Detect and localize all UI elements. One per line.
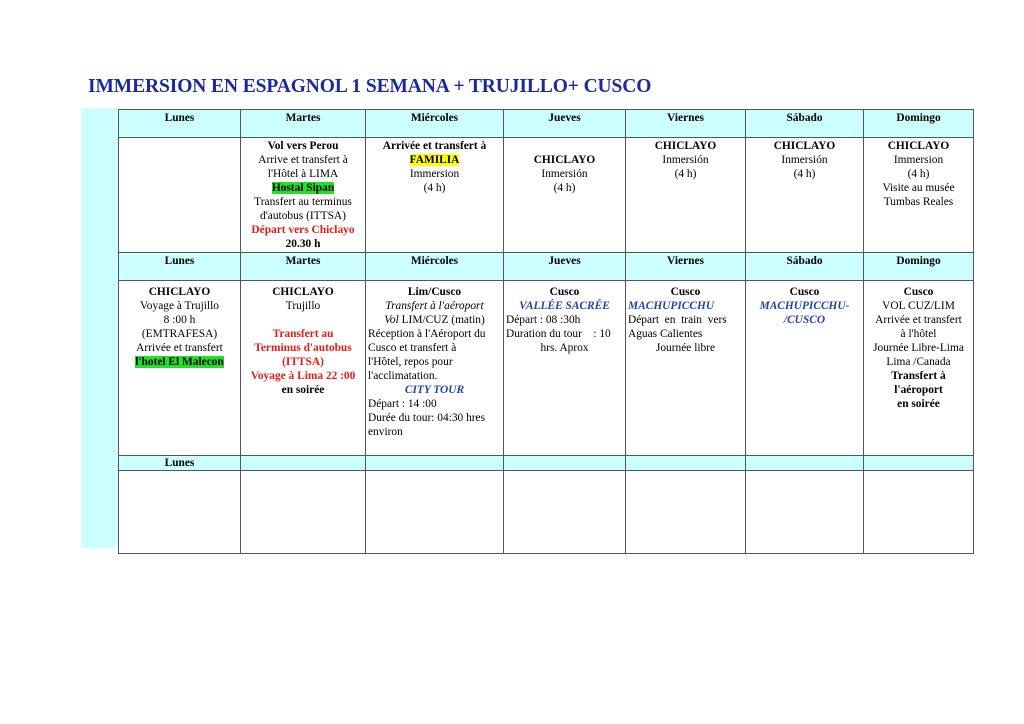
header-empty bbox=[746, 456, 864, 471]
header-sabado: Sábado bbox=[746, 110, 864, 138]
header-viernes: Viernes bbox=[626, 110, 746, 138]
header-empty bbox=[626, 456, 746, 471]
header-empty bbox=[504, 456, 626, 471]
schedule-table bbox=[118, 109, 974, 554]
familia-highlight: FAMILIA bbox=[409, 154, 460, 166]
cell-w1-martes: Vol vers Perou Arrive et transfert à l'Hôtel à LIMA Hostal Sipan Transfert au terminus d'autobus (ITTSA) Départ vers Chiclayo 20.30 h bbox=[241, 138, 366, 253]
header-miercoles: Miércoles bbox=[366, 253, 504, 281]
cell-w1-jueves: CHICLAYO Inmersión (4 h) bbox=[504, 138, 626, 253]
header-viernes: Viernes bbox=[626, 253, 746, 281]
cell-empty bbox=[746, 471, 864, 554]
header-empty bbox=[864, 456, 974, 471]
side-band bbox=[81, 108, 118, 548]
page-title: IMMERSION EN ESPAGNOL 1 SEMANA + TRUJILLO+ CUSCO bbox=[88, 76, 652, 97]
header-empty bbox=[366, 456, 504, 471]
header-miercoles: Miércoles bbox=[366, 110, 504, 138]
header-row-week3 bbox=[119, 456, 974, 471]
cell-w1-lunes bbox=[119, 138, 241, 253]
header-lunes: Lunes bbox=[119, 110, 241, 138]
cell-w2-martes: CHICLAYO Trujillo Transfert au Terminus d'autobus (ITTSA) Voyage à Lima 22 :00 en soirée bbox=[241, 281, 366, 456]
cell-w1-domingo: CHICLAYO Immersion (4 h) Visite au musée Tumbas Reales bbox=[864, 138, 974, 253]
cell-w1-viernes: CHICLAYO Inmersión (4 h) bbox=[626, 138, 746, 253]
cell-w2-sabado: Cusco MACHUPICCHU- /CUSCO bbox=[746, 281, 864, 456]
header-row-week2 bbox=[119, 253, 974, 281]
header-jueves: Jueves bbox=[504, 110, 626, 138]
cell-empty bbox=[504, 471, 626, 554]
cell-w2-miercoles: Lim/Cusco Transfert à l'aéroport Vol LIM/CUZ (matin) Réception à l'Aéroport du Cusco et transfert à l'Hôtel, repos pour l'acclimatation. CITY TOUR Départ : 14 :00 Durée du tour: 04:30 hres environ bbox=[366, 281, 504, 456]
cell-w2-lunes: CHICLAYO Voyage à Trujillo 8 :00 h (EMTRAFESA) Arrivée et transfert l'hotel El Malecon bbox=[119, 281, 241, 456]
cell-empty bbox=[241, 471, 366, 554]
header-martes: Martes bbox=[241, 253, 366, 281]
table-row bbox=[119, 281, 974, 456]
cell-empty bbox=[864, 471, 974, 554]
hotel-highlight: Hostal Sipan bbox=[271, 182, 335, 194]
cell-w1-miercoles: Arrivée et transfert à FAMILIA Immersion (4 h) bbox=[366, 138, 504, 253]
header-domingo: Domingo bbox=[864, 253, 974, 281]
table-row bbox=[119, 471, 974, 554]
cell-w1-sabado: CHICLAYO Inmersión (4 h) bbox=[746, 138, 864, 253]
header-martes: Martes bbox=[241, 110, 366, 138]
header-domingo: Domingo bbox=[864, 110, 974, 138]
header-lunes: Lunes bbox=[119, 253, 241, 281]
cell-empty bbox=[366, 471, 504, 554]
cell-w2-domingo: Cusco VOL CUZ/LIM Arrivée et transfert à l'hôtel Journée Libre-Lima Lima /Canada Transfert à l'aéroport en soirée bbox=[864, 281, 974, 456]
header-lunes: Lunes bbox=[119, 456, 241, 471]
hotel-highlight: l'hotel El Malecon bbox=[135, 356, 224, 368]
header-jueves: Jueves bbox=[504, 253, 626, 281]
cell-empty bbox=[119, 471, 241, 554]
cell-w2-jueves: Cusco VALLÉE SACRÉE Départ : 08 :30h Duration du tour : 10 hrs. Aprox bbox=[504, 281, 626, 456]
cell-w2-viernes: Cusco MACHUPICCHU Départ en train vers Aguas Calientes Journée libre bbox=[626, 281, 746, 456]
header-row-week1 bbox=[119, 110, 974, 138]
header-empty bbox=[241, 456, 366, 471]
cell-empty bbox=[626, 471, 746, 554]
header-sabado: Sábado bbox=[746, 253, 864, 281]
table-row bbox=[119, 138, 974, 253]
